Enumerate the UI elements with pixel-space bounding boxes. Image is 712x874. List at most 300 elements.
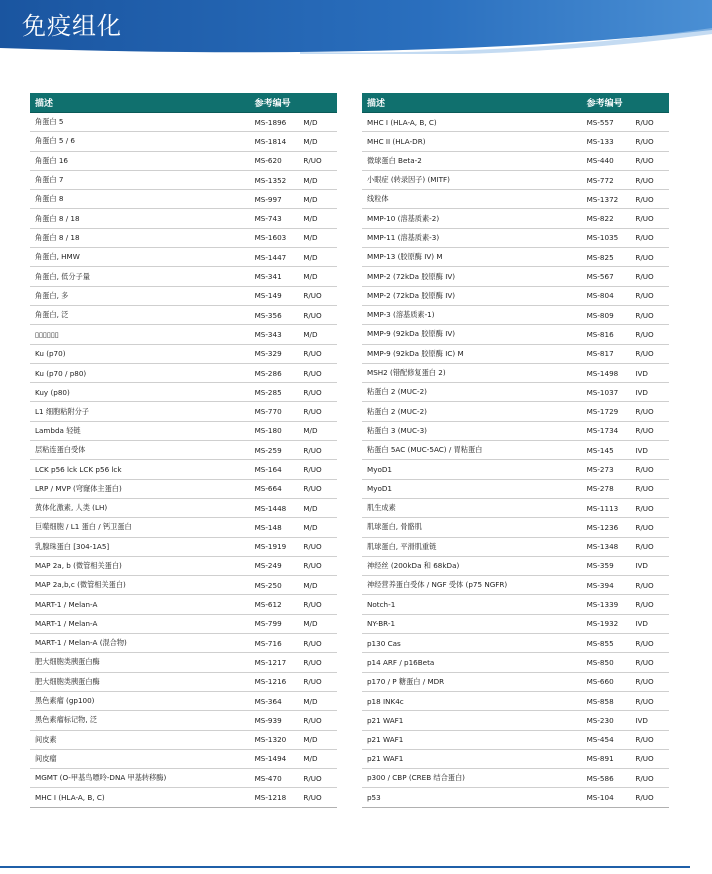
cell-ref: MS-822	[582, 209, 631, 228]
table-row	[362, 498, 669, 517]
cell-description: Ku (p70)	[30, 344, 250, 363]
cell-description: Notch-1	[362, 595, 582, 614]
cell-type: M/D	[298, 209, 337, 228]
cell-type: R/UO	[298, 286, 337, 305]
cell-ref: MS-612	[250, 595, 299, 614]
cell-type: M/D	[298, 421, 337, 440]
cell-description: MGMT (O-甲基鸟嘌呤-DNA 甲基转移酶)	[30, 769, 250, 788]
table-row	[362, 421, 669, 440]
table-row	[30, 518, 337, 537]
table-row	[30, 769, 337, 788]
cell-ref: MS-855	[582, 634, 631, 653]
cell-ref: MS-1448	[250, 498, 299, 517]
cell-ref: MS-1729	[582, 402, 631, 421]
table-row	[30, 595, 337, 614]
cell-description: 角蛋白, 泛	[30, 305, 250, 324]
cell-description: 微球蛋白 Beta-2	[362, 151, 582, 170]
cell-description: LRP / MVP (穹窿体主蛋白)	[30, 479, 250, 498]
table-row	[30, 132, 337, 151]
cell-ref: MS-1217	[250, 653, 299, 672]
cell-type: R/UO	[630, 286, 669, 305]
table-row	[362, 441, 669, 460]
cell-description: 肌生成素	[362, 498, 582, 517]
cell-type: R/UO	[630, 190, 669, 209]
cell-type: R/UO	[630, 248, 669, 267]
table-row	[362, 325, 669, 344]
table-row	[362, 730, 669, 749]
cell-ref: MS-770	[250, 402, 299, 421]
cell-description: Lambda 轻链	[30, 421, 250, 440]
table-row	[362, 248, 669, 267]
cell-type: M/D	[298, 267, 337, 286]
cell-ref: MS-1603	[250, 228, 299, 247]
cell-type: R/UO	[298, 383, 337, 402]
cell-description: p170 / P 糖蛋白 / MDR	[362, 672, 582, 691]
cell-description: MMP-2 (72kDa 胶原酶 IV)	[362, 286, 582, 305]
right-table-body	[362, 113, 669, 808]
cell-type: M/D	[298, 132, 337, 151]
table-row	[362, 537, 669, 556]
cell-type: R/UO	[630, 151, 669, 170]
cell-type: R/UO	[298, 460, 337, 479]
table-row	[362, 518, 669, 537]
cell-ref: MS-620	[250, 151, 299, 170]
cell-type: R/UO	[298, 479, 337, 498]
cell-description: MyoD1	[362, 479, 582, 498]
cell-type: R/UO	[630, 170, 669, 189]
table-header-row	[30, 93, 337, 113]
cell-ref: MS-259	[250, 441, 299, 460]
table-row	[30, 209, 337, 228]
cell-type: M/D	[298, 749, 337, 768]
cell-type: R/UO	[630, 305, 669, 324]
cell-ref: MS-180	[250, 421, 299, 440]
cell-description: p18 INK4c	[362, 691, 582, 710]
cell-description: p21 WAF1	[362, 730, 582, 749]
cell-description: MMP-11 (溶基质素-3)	[362, 228, 582, 247]
table-row	[362, 479, 669, 498]
cell-ref: MS-164	[250, 460, 299, 479]
cell-ref: MS-850	[582, 653, 631, 672]
cell-ref: MS-470	[250, 769, 299, 788]
table-row	[30, 190, 337, 209]
footer-divider	[0, 866, 690, 868]
cell-ref: MS-230	[582, 711, 631, 730]
table-row	[362, 711, 669, 730]
cell-description: 层粘连蛋白受体	[30, 441, 250, 460]
table-row	[30, 460, 337, 479]
table-row	[362, 170, 669, 189]
cell-type: M/D	[298, 228, 337, 247]
cell-description: p21 WAF1	[362, 749, 582, 768]
cell-description: 间皮瘤	[30, 749, 250, 768]
header-ref: 参考编号	[582, 93, 631, 113]
cell-type: M/D	[298, 113, 337, 132]
cell-description: p53	[362, 788, 582, 807]
cell-type: R/UO	[298, 672, 337, 691]
table-row	[30, 170, 337, 189]
cell-type: R/UO	[630, 691, 669, 710]
cell-type: R/UO	[298, 653, 337, 672]
cell-description: MSH2 (错配修复蛋白 2)	[362, 363, 582, 382]
header-description: 描述	[30, 93, 250, 113]
cell-type: R/UO	[298, 595, 337, 614]
cell-ref: MS-1352	[250, 170, 299, 189]
left-table-body	[30, 113, 337, 808]
table-row	[30, 634, 337, 653]
cell-ref: MS-1372	[582, 190, 631, 209]
table-row	[362, 363, 669, 382]
cell-description: MMP-10 (溶基质素-2)	[362, 209, 582, 228]
table-row	[362, 634, 669, 653]
table-row	[30, 267, 337, 286]
cell-type: R/UO	[298, 441, 337, 460]
table-row	[30, 711, 337, 730]
cell-description: 黑色素瘤 (gp100)	[30, 691, 250, 710]
cell-description: MHC I (HLA-A, B, C)	[30, 788, 250, 807]
cell-ref: MS-1896	[250, 113, 299, 132]
table-row	[362, 402, 669, 421]
cell-type: R/UO	[630, 498, 669, 517]
cell-type: M/D	[298, 691, 337, 710]
cell-ref: MS-273	[582, 460, 631, 479]
cell-type: R/UO	[630, 537, 669, 556]
cell-description: p21 WAF1	[362, 711, 582, 730]
cell-description: 粘蛋白 3 (MUC-3)	[362, 421, 582, 440]
cell-ref: MS-809	[582, 305, 631, 324]
cell-type: R/UO	[630, 595, 669, 614]
cell-description: 粘蛋白 5AC (MUC-5AC) / 胃粘蛋白	[362, 441, 582, 460]
cell-ref: MS-1932	[582, 614, 631, 633]
table-row	[362, 151, 669, 170]
cell-description: 角蛋白, HMW	[30, 248, 250, 267]
cell-type: R/UO	[630, 653, 669, 672]
cell-type: R/UO	[298, 344, 337, 363]
cell-ref: MS-1218	[250, 788, 299, 807]
table-row	[30, 113, 337, 132]
cell-ref: MS-557	[582, 113, 631, 132]
cell-description: 角蛋白 8	[30, 190, 250, 209]
cell-type: R/UO	[630, 421, 669, 440]
table-row	[30, 441, 337, 460]
table-row	[30, 576, 337, 595]
table-row	[30, 691, 337, 710]
cell-ref: MS-1113	[582, 498, 631, 517]
cell-type: R/UO	[630, 113, 669, 132]
table-row	[362, 286, 669, 305]
cell-description: 肌球蛋白, 平滑肌重链	[362, 537, 582, 556]
cell-type: R/UO	[630, 325, 669, 344]
cell-ref: MS-586	[582, 769, 631, 788]
cell-type: R/UO	[298, 402, 337, 421]
right-product-table	[362, 93, 669, 808]
cell-ref: MS-939	[250, 711, 299, 730]
cell-type: R/UO	[630, 228, 669, 247]
cell-type: IVD	[630, 363, 669, 382]
cell-description: 肥大细胞类胰蛋白酶	[30, 653, 250, 672]
cell-ref: MS-286	[250, 363, 299, 382]
cell-description: 巨噬细胞 / L1 蛋白 / 钙卫蛋白	[30, 518, 250, 537]
cell-description: 神经营养蛋白受体 / NGF 受体 (p75 NGFR)	[362, 576, 582, 595]
cell-type: R/UO	[298, 634, 337, 653]
cell-description: 角蛋白 5 / 6	[30, 132, 250, 151]
cell-ref: MS-440	[582, 151, 631, 170]
cell-type: R/UO	[630, 749, 669, 768]
cell-description: 角蛋白 7	[30, 170, 250, 189]
cell-type: M/D	[298, 730, 337, 749]
cell-description: NY-BR-1	[362, 614, 582, 633]
table-row	[362, 383, 669, 402]
cell-ref: MS-454	[582, 730, 631, 749]
table-row	[30, 479, 337, 498]
header-type	[298, 93, 337, 113]
cell-description: 神经丝 (200kDa 和 68kDa)	[362, 556, 582, 575]
cell-ref: MS-1447	[250, 248, 299, 267]
cell-type: R/UO	[298, 556, 337, 575]
cell-type: R/UO	[630, 634, 669, 653]
cell-type: R/UO	[298, 363, 337, 382]
cell-ref: MS-660	[582, 672, 631, 691]
table-row	[362, 556, 669, 575]
table-row	[362, 190, 669, 209]
cell-description: 粘蛋白 2 (MUC-2)	[362, 383, 582, 402]
cell-ref: MS-825	[582, 248, 631, 267]
table-row	[30, 614, 337, 633]
table-row	[30, 228, 337, 247]
cell-ref: MS-133	[582, 132, 631, 151]
cell-type: R/UO	[298, 305, 337, 324]
cell-ref: MS-799	[250, 614, 299, 633]
cell-ref: MS-664	[250, 479, 299, 498]
cell-type: M/D	[298, 170, 337, 189]
cell-description: 线粒体	[362, 190, 582, 209]
table-row	[362, 113, 669, 132]
cell-type: M/D	[298, 248, 337, 267]
cell-description: p130 Cas	[362, 634, 582, 653]
table-row	[362, 749, 669, 768]
cell-description: Ku (p70 / p80)	[30, 363, 250, 382]
table-row	[362, 305, 669, 324]
cell-description: MAP 2a,b,c (微管相关蛋白)	[30, 576, 250, 595]
table-row	[30, 788, 337, 807]
cell-ref: MS-149	[250, 286, 299, 305]
left-product-table	[30, 93, 337, 808]
cell-description: 间皮素	[30, 730, 250, 749]
cell-type: R/UO	[630, 576, 669, 595]
table-row	[30, 537, 337, 556]
cell-ref: MS-394	[582, 576, 631, 595]
cell-description: 小眼症 (转录因子) (MITF)	[362, 170, 582, 189]
cell-ref: MS-1494	[250, 749, 299, 768]
cell-ref: MS-1814	[250, 132, 299, 151]
cell-ref: MS-1037	[582, 383, 631, 402]
table-row	[30, 653, 337, 672]
cell-ref: MS-997	[250, 190, 299, 209]
cell-description: ▯▯▯▯▯▯	[30, 325, 250, 344]
table-header-row	[362, 93, 669, 113]
cell-description: MMP-2 (72kDa 胶原酶 IV)	[362, 267, 582, 286]
title-banner	[0, 0, 712, 54]
cell-ref: MS-1035	[582, 228, 631, 247]
cell-description: 肌球蛋白, 骨骼肌	[362, 518, 582, 537]
header-type	[630, 93, 669, 113]
table-row	[362, 691, 669, 710]
cell-type: R/UO	[630, 672, 669, 691]
cell-ref: MS-148	[250, 518, 299, 537]
table-row	[30, 730, 337, 749]
cell-description: 角蛋白 8 / 18	[30, 209, 250, 228]
cell-ref: MS-817	[582, 344, 631, 363]
cell-type: R/UO	[630, 769, 669, 788]
table-row	[30, 363, 337, 382]
cell-type: R/UO	[298, 151, 337, 170]
cell-ref: MS-804	[582, 286, 631, 305]
table-row	[362, 267, 669, 286]
table-row	[362, 672, 669, 691]
cell-description: MMP-9 (92kDa 胶原酶 IC) M	[362, 344, 582, 363]
table-row	[362, 769, 669, 788]
cell-type: R/UO	[630, 209, 669, 228]
cell-ref: MS-104	[582, 788, 631, 807]
table-row	[362, 209, 669, 228]
header-ref: 参考编号	[250, 93, 299, 113]
cell-description: 角蛋白, 多	[30, 286, 250, 305]
cell-description: MyoD1	[362, 460, 582, 479]
cell-description: MMP-3 (溶基质素-1)	[362, 305, 582, 324]
table-row	[30, 498, 337, 517]
cell-type: R/UO	[630, 730, 669, 749]
cell-ref: MS-858	[582, 691, 631, 710]
cell-ref: MS-145	[582, 441, 631, 460]
cell-description: 角蛋白 8 / 18	[30, 228, 250, 247]
cell-type: IVD	[630, 711, 669, 730]
table-row	[30, 286, 337, 305]
cell-description: 乳腺珠蛋白 [304-1A5]	[30, 537, 250, 556]
table-row	[362, 653, 669, 672]
cell-description: MMP-9 (92kDa 胶原酶 IV)	[362, 325, 582, 344]
table-row	[30, 151, 337, 170]
cell-ref: MS-356	[250, 305, 299, 324]
cell-description: MAP 2a, b (微管相关蛋白)	[30, 556, 250, 575]
cell-type: R/UO	[630, 479, 669, 498]
cell-type: IVD	[630, 383, 669, 402]
cell-type: R/UO	[630, 518, 669, 537]
table-row	[362, 576, 669, 595]
cell-description: 黑色素瘤标记物, 泛	[30, 711, 250, 730]
cell-description: 角蛋白, 低分子量	[30, 267, 250, 286]
cell-type: R/UO	[630, 788, 669, 807]
cell-description: MART-1 / Melan-A	[30, 614, 250, 633]
cell-type: IVD	[630, 441, 669, 460]
table-row	[362, 788, 669, 807]
table-row	[30, 749, 337, 768]
table-row	[30, 556, 337, 575]
cell-type: M/D	[298, 576, 337, 595]
cell-type: R/UO	[630, 460, 669, 479]
cell-description: 黄体化激素, 人类 (LH)	[30, 498, 250, 517]
cell-ref: MS-329	[250, 344, 299, 363]
table-row	[362, 614, 669, 633]
cell-ref: MS-285	[250, 383, 299, 402]
cell-ref: MS-364	[250, 691, 299, 710]
cell-ref: MS-1498	[582, 363, 631, 382]
cell-ref: MS-1734	[582, 421, 631, 440]
table-row	[30, 305, 337, 324]
cell-type: M/D	[298, 518, 337, 537]
cell-type: M/D	[298, 190, 337, 209]
page-title: 免疫组化	[22, 12, 122, 40]
table-row	[362, 460, 669, 479]
cell-type: R/UO	[630, 402, 669, 421]
cell-ref: MS-743	[250, 209, 299, 228]
cell-ref: MS-1216	[250, 672, 299, 691]
table-row	[362, 344, 669, 363]
cell-ref: MS-816	[582, 325, 631, 344]
cell-type: R/UO	[630, 344, 669, 363]
cell-description: 肥大细胞类胰蛋白酶	[30, 672, 250, 691]
cell-description: 角蛋白 5	[30, 113, 250, 132]
table-row	[362, 132, 669, 151]
cell-type: IVD	[630, 556, 669, 575]
table-row	[30, 383, 337, 402]
cell-ref: MS-1320	[250, 730, 299, 749]
cell-type: R/UO	[630, 267, 669, 286]
cell-type: R/UO	[298, 769, 337, 788]
cell-ref: MS-772	[582, 170, 631, 189]
table-row	[30, 421, 337, 440]
cell-description: 粘蛋白 2 (MUC-2)	[362, 402, 582, 421]
cell-description: 角蛋白 16	[30, 151, 250, 170]
cell-description: p300 / CBP (CREB 结合蛋白)	[362, 769, 582, 788]
cell-ref: MS-1348	[582, 537, 631, 556]
table-row	[362, 228, 669, 247]
cell-type: M/D	[298, 614, 337, 633]
cell-ref: MS-891	[582, 749, 631, 768]
table-row	[30, 325, 337, 344]
cell-type: R/UO	[630, 132, 669, 151]
cell-type: R/UO	[298, 711, 337, 730]
table-row	[30, 248, 337, 267]
cell-type: R/UO	[298, 788, 337, 807]
cell-description: Kuy (p80)	[30, 383, 250, 402]
cell-description: MMP-13 (胶原酶 IV) M	[362, 248, 582, 267]
cell-type: R/UO	[298, 537, 337, 556]
cell-type: IVD	[630, 614, 669, 633]
cell-ref: MS-567	[582, 267, 631, 286]
cell-ref: MS-249	[250, 556, 299, 575]
table-row	[30, 344, 337, 363]
cell-ref: MS-341	[250, 267, 299, 286]
cell-description: MHC I (HLA-A, B, C)	[362, 113, 582, 132]
cell-type: M/D	[298, 325, 337, 344]
cell-ref: MS-1339	[582, 595, 631, 614]
cell-description: p14 ARF / p16Beta	[362, 653, 582, 672]
cell-description: MART-1 / Melan-A	[30, 595, 250, 614]
cell-ref: MS-359	[582, 556, 631, 575]
cell-ref: MS-343	[250, 325, 299, 344]
table-row	[30, 672, 337, 691]
cell-ref: MS-278	[582, 479, 631, 498]
table-row	[30, 402, 337, 421]
cell-description: LCK p56 lck LCK p56 lck	[30, 460, 250, 479]
cell-ref: MS-1236	[582, 518, 631, 537]
cell-ref: MS-1919	[250, 537, 299, 556]
cell-description: MHC II (HLA-DR)	[362, 132, 582, 151]
cell-ref: MS-716	[250, 634, 299, 653]
table-row	[362, 595, 669, 614]
cell-type: M/D	[298, 498, 337, 517]
header-description: 描述	[362, 93, 582, 113]
